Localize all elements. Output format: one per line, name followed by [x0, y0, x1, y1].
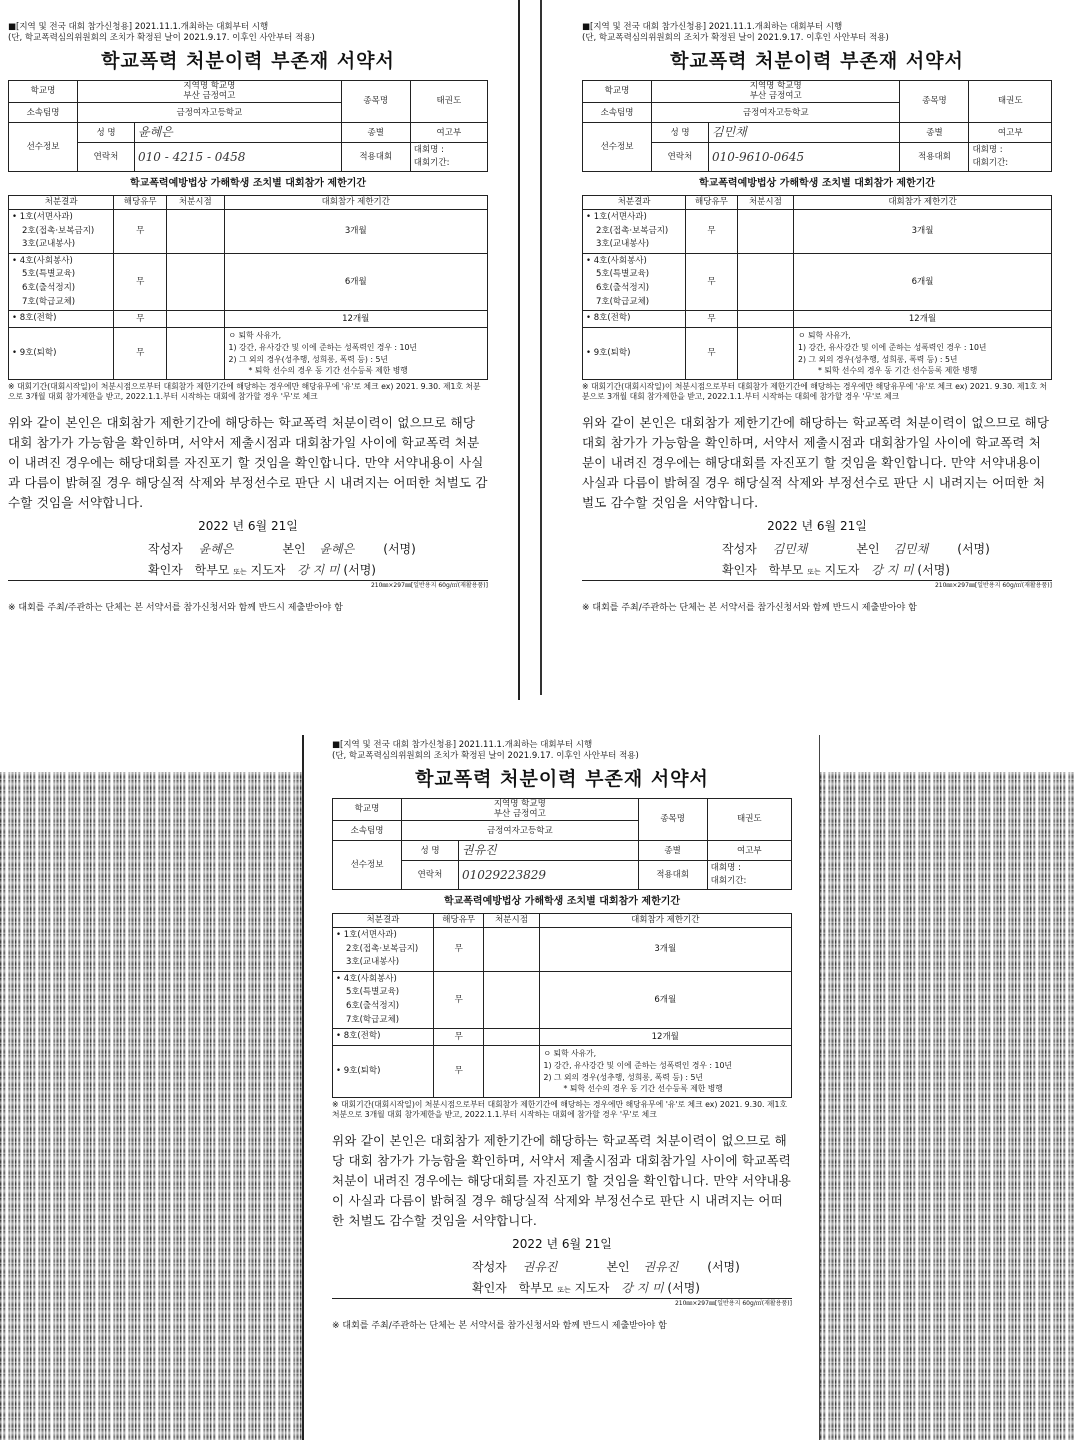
confirmer-row: [582, 563, 1052, 578]
team-label: 소속팀명: [333, 821, 402, 841]
player-info-table: [332, 798, 792, 890]
restriction-row: [583, 328, 1052, 380]
category-label: 종별: [900, 123, 969, 143]
tournament-period-label: 대회기간:: [972, 158, 1009, 169]
final-note: ※ 대회를 주최/주관하는 단체는 본 서약서를 참가신청서와 함께 반드시 제출받아야 함: [8, 603, 343, 614]
punishment-item: • 8호(전학): [586, 313, 631, 324]
coach-seal: (서명): [343, 562, 376, 577]
coach-sign: 강 지 미: [871, 562, 914, 577]
confirmer-label: 확인자: [472, 1280, 507, 1295]
self-sign: 윤혜은: [319, 541, 355, 556]
notice-line-1: ■[지역 및 전국 대회 참가신청용] 2021.11.1.개최하는 대회부터 시행: [582, 22, 843, 32]
restriction-period: 3개월: [794, 210, 1052, 254]
col-result: 처분결과: [583, 196, 686, 210]
applicable-value: 무: [686, 253, 738, 310]
or-label: 또는: [557, 1285, 571, 1294]
punishment-items: [9, 210, 114, 254]
applicable-value: 무: [686, 210, 738, 254]
restriction-table: [582, 195, 1052, 380]
player-name: 김민채: [709, 123, 900, 143]
punishment-item: 2호(접촉·보복금지): [22, 225, 95, 236]
punishment-item: 3호(교내봉사): [596, 239, 650, 250]
restriction-table: [8, 195, 488, 380]
or-label: 또는: [233, 567, 247, 576]
team-value: 금정여자고등학교: [402, 821, 639, 841]
col-period: 대회참가 제한기간: [794, 196, 1052, 210]
punishment-item: • 1호(서면사과): [336, 930, 397, 940]
punishment-time: [167, 210, 224, 254]
punishment-time: [737, 253, 793, 310]
punishment-time: [484, 928, 539, 972]
event-label: 종목명: [341, 80, 410, 123]
punishment-item: • 1호(서면사과): [586, 212, 647, 222]
self-seal: (서명): [707, 1259, 740, 1274]
school-label: 학교명: [333, 798, 402, 821]
restriction-row: [333, 1029, 792, 1046]
applicable-value: 무: [686, 311, 738, 328]
event-label: 종목명: [900, 80, 969, 123]
restriction-row: [333, 1046, 792, 1098]
self-sign: 권유진: [643, 1259, 679, 1274]
school-label: 학교명: [583, 80, 652, 103]
restriction-period: 6개월: [224, 253, 487, 310]
writer-row: [8, 542, 488, 557]
punishment-item: 3호(교내봉사): [346, 957, 400, 968]
document-3: [302, 735, 820, 1440]
player-info-label: 선수정보: [9, 123, 78, 172]
self-label: 본인: [606, 1259, 630, 1274]
team-label: 소속팀명: [583, 103, 652, 123]
school-value: 지역명 학교명 부산 금정여고: [78, 80, 342, 103]
applicable-value: 무: [114, 210, 167, 254]
punishment-time: [737, 328, 793, 380]
tournament-label: 적용대회: [638, 861, 707, 890]
footnote: ※ 대회기간(대회시작일)이 처분시점으로부터 대회참가 제한기간에 해당하는 경우에만 해당유무에 '유'로 체크 ex) 2021. 9.30. 제1호 처분으로 3개월 대회 참가제한을 받고, 2022.1.1.부터 시작하는 대회에 참가할 경우 '무'로 체크: [8, 381, 481, 402]
restriction-period: 12개월: [794, 311, 1052, 328]
punishment-item: 5호(특별교육): [596, 269, 650, 280]
school-label: 학교명: [9, 80, 78, 103]
expulsion-info-line: 2) 그 외의 경우(성추행, 성희롱, 폭력 등) : 5년: [543, 1072, 703, 1082]
name-label: 성 명: [652, 123, 709, 143]
punishment-item: 7호(학급교체): [346, 1014, 400, 1025]
tournament-name-label: 대회명 :: [710, 863, 741, 874]
restriction-table: [332, 913, 792, 1098]
team-value: 금정여자고등학교: [652, 103, 900, 123]
contact-label: 연락처: [78, 143, 135, 172]
paper-spec: 210㎜×297㎜[일반용지 60g/㎡(재활용품)]: [8, 580, 488, 590]
pledge-date: 2022 년 6월 21일: [198, 518, 298, 533]
footnote: ※ 대회기간(대회시작일)이 처분시점으로부터 대회참가 제한기간에 해당하는 경우에만 해당유무에 '유'로 체크 ex) 2021. 9.30. 제1호 처분으로 3개월 대회 참가제한을 받고, 2022.1.1.부터 시작하는 대회에 참가할 경우 '무'로 체크: [332, 1099, 788, 1120]
notice-line-1: ■[지역 및 전국 대회 참가신청용] 2021.11.1.개최하는 대회부터 시행: [332, 740, 593, 750]
contact-label: 연락처: [402, 861, 459, 890]
parent-label: 학부모: [194, 562, 230, 577]
tournament-label: 적용대회: [341, 143, 410, 172]
document-title: 학교폭력 처분이력 부존재 서약서: [101, 50, 395, 73]
punishment-item: • 4호(사회봉사): [12, 255, 73, 266]
tournament-value: [410, 143, 487, 172]
event-value: 태권도: [969, 80, 1052, 123]
expulsion-info: [224, 328, 487, 380]
coach-sign: 강 지 미: [621, 1280, 664, 1295]
contact-label: 연락처: [652, 143, 709, 172]
col-time: 처분시점: [484, 914, 539, 928]
notice-line-2: (단, 학교폭력심의위원회의 조치가 확정된 날이 2021.9.17. 이후인 사안부터 적용): [582, 33, 889, 44]
school-value: 지역명 학교명 부산 금정여고: [652, 80, 900, 103]
applicable-value: 무: [433, 971, 483, 1028]
category-label: 종별: [341, 123, 410, 143]
expulsion-info: [539, 1046, 791, 1098]
punishment-item: 5호(특별교육): [346, 987, 400, 998]
col-applicable: 해당유무: [686, 196, 738, 210]
document-title: 학교폭력 처분이력 부존재 서약서: [670, 50, 964, 73]
tournament-value: [707, 861, 791, 890]
punishment-time: [167, 311, 224, 328]
name-label: 성 명: [78, 123, 135, 143]
writer-label: 작성자: [472, 1259, 507, 1274]
restriction-row: [333, 971, 792, 1028]
parent-label: 학부모: [768, 562, 804, 577]
pledge-date: 2022 년 6월 21일: [767, 518, 867, 533]
expulsion-info-line: ㅇ 퇴학 사유가,: [543, 1049, 597, 1059]
notice-line-2: (단, 학교폭력심의위원회의 조치가 확정된 날이 2021.9.17. 이후인 사안부터 적용): [8, 33, 315, 44]
expulsion-info-line: ㅇ 퇴학 사유가,: [798, 331, 851, 341]
expulsion-info-line: * 퇴학 선수의 경우 동 기간 선수등록 제한 병행: [563, 1084, 723, 1094]
writer-sign: 권유진: [522, 1259, 558, 1274]
col-period: 대회참가 제한기간: [224, 196, 487, 210]
restriction-row: [9, 328, 488, 380]
punishment-items: [333, 1029, 434, 1046]
tournament-value: [969, 143, 1052, 172]
coach-seal: (서명): [917, 562, 950, 577]
expulsion-info-line: 1) 강간, 유사강간 및 이에 준하는 성폭력인 경우 : 10년: [228, 342, 417, 352]
punishment-time: [737, 210, 793, 254]
punishment-items: [9, 311, 114, 328]
self-label: 본인: [282, 541, 306, 556]
paper-spec: 210㎜×297㎜[일반용지 60g/㎡(재활용품)]: [332, 1298, 792, 1308]
punishment-item: • 1호(서면사과): [12, 212, 73, 222]
notice-line-2: (단, 학교폭력심의위원회의 조치가 확정된 날이 2021.9.17. 이후인 사안부터 적용): [332, 751, 639, 762]
restriction-period: 6개월: [539, 971, 791, 1028]
punishment-item: 3호(교내봉사): [22, 239, 76, 250]
applicable-value: 무: [686, 328, 738, 380]
player-info-table: [582, 80, 1052, 172]
punishment-item: 2호(접촉·보복금지): [346, 943, 419, 954]
final-note: ※ 대회를 주최/주관하는 단체는 본 서약서를 참가신청서와 함께 반드시 제출받아야 함: [582, 603, 917, 614]
expulsion-info-line: 1) 강간, 유사강간 및 이에 준하는 성폭력인 경우 : 10년: [798, 342, 987, 352]
team-value: 금정여자고등학교: [78, 103, 342, 123]
restriction-row: [583, 253, 1052, 310]
self-seal: (서명): [957, 541, 990, 556]
punishment-item: • 9호(퇴학): [12, 347, 57, 358]
writer-row: [582, 542, 1052, 557]
expulsion-info: [794, 328, 1052, 380]
coach-label: 지도자: [574, 1280, 610, 1295]
final-note: ※ 대회를 주최/주관하는 단체는 본 서약서를 참가신청서와 함께 반드시 제출받아야 함: [332, 1321, 667, 1332]
document-title: 학교폭력 처분이력 부존재 서약서: [415, 768, 709, 791]
pledge-text: 위와 같이 본인은 대회참가 제한기간에 해당하는 학교폭력 처분이력이 없으므로 해당 대회 참가가 가능함을 확인하며, 서약서 제출시점과 대회참가일 사이에 학교폭력 처분이 내려진 경우에는 해당대회를 자진포기 할 것임을 확인합니다. 만약 서약내용이 사실과 다름이 밝혀질 경우 해당실적 삭제와 부정선수로 판단 시 내려지는 어떠한 처벌도 감수할 것임을 서약합니다.: [8, 414, 488, 510]
notice-line-1: ■[지역 및 전국 대회 참가신청용] 2021.11.1.개최하는 대회부터 시행: [8, 22, 269, 32]
col-applicable: 해당유무: [114, 196, 167, 210]
name-label: 성 명: [402, 841, 459, 861]
event-value: 태권도: [410, 80, 487, 123]
wood-background-right: [820, 772, 1074, 1440]
parent-label: 학부모: [518, 1280, 554, 1295]
writer-sign: 윤혜은: [198, 541, 234, 556]
restriction-row: [583, 311, 1052, 328]
restriction-row: [9, 311, 488, 328]
category-value: 여고부: [969, 123, 1052, 143]
contact-value: 01029223829: [459, 861, 639, 890]
event-value: 태권도: [707, 798, 791, 841]
punishment-items: [9, 253, 114, 310]
or-label: 또는: [807, 567, 821, 576]
restriction-period: 12개월: [224, 311, 487, 328]
tournament-name-label: 대회명 :: [413, 145, 444, 156]
applicable-value: 무: [433, 928, 483, 972]
expulsion-info-line: 2) 그 외의 경우(성추행, 성희롱, 폭력 등) : 5년: [228, 354, 388, 364]
contact-value: 010-9610-0645: [709, 143, 900, 172]
confirmer-label: 확인자: [148, 562, 183, 577]
confirmer-row: [8, 563, 488, 578]
document-1: [0, 0, 520, 700]
col-applicable: 해당유무: [433, 914, 483, 928]
restriction-row: [9, 253, 488, 310]
school-value: 지역명 학교명 부산 금정여고: [402, 798, 639, 821]
restriction-row: [583, 210, 1052, 254]
player-name: 윤혜은: [135, 123, 342, 143]
col-time: 처분시점: [167, 196, 224, 210]
writer-sign: 김민채: [772, 541, 808, 556]
wood-background-left: [0, 772, 302, 1440]
tournament-name-label: 대회명 :: [972, 145, 1003, 156]
punishment-item: • 9호(퇴학): [586, 347, 631, 358]
category-value: 여고부: [707, 841, 791, 861]
contact-value: 010 - 4215 - 0458: [135, 143, 342, 172]
punishment-time: [484, 1046, 539, 1098]
restriction-subtitle: 학교폭력예방법상 가해학생 조치별 대회참가 제한기간: [698, 177, 936, 189]
category-value: 여고부: [410, 123, 487, 143]
punishment-item: 6호(출석정지): [22, 282, 76, 293]
punishment-items: [583, 328, 686, 380]
expulsion-info-line: * 퇴학 선수의 경우 동 기간 선수등록 제한 병행: [248, 366, 408, 376]
coach-label: 지도자: [824, 562, 860, 577]
punishment-item: 7호(학급교체): [596, 296, 650, 307]
punishment-items: [583, 210, 686, 254]
punishment-items: [333, 928, 434, 972]
restriction-subtitle: 학교폭력예방법상 가해학생 조치별 대회참가 제한기간: [443, 895, 681, 907]
self-sign: 김민채: [893, 541, 929, 556]
coach-seal: (서명): [667, 1280, 700, 1295]
restriction-period: 6개월: [794, 253, 1052, 310]
pledge-text: 위와 같이 본인은 대회참가 제한기간에 해당하는 학교폭력 처분이력이 없으므로 해당 대회 참가가 가능함을 확인하며, 서약서 제출시점과 대회참가일 사이에 학교폭력 처분이 내려진 경우에는 해당대회를 자진포기 할 것임을 확인합니다. 만약 서약내용이 사실과 다름이 밝혀질 경우 해당실적 삭제와 부정선수로 판단 시 내려지는 어떠한 처벌도 감수할 것임을 서약합니다.: [582, 414, 1050, 510]
category-label: 종별: [638, 841, 707, 861]
punishment-time: [484, 1029, 539, 1046]
player-info-table: [8, 80, 488, 172]
restriction-subtitle: 학교폭력예방법상 가해학생 조치별 대회참가 제한기간: [129, 177, 367, 189]
writer-label: 작성자: [148, 541, 183, 556]
punishment-item: • 4호(사회봉사): [336, 973, 397, 984]
punishment-items: [583, 311, 686, 328]
pledge-date: 2022 년 6월 21일: [512, 1236, 612, 1251]
applicable-value: 무: [433, 1046, 483, 1098]
expulsion-info-line: * 퇴학 선수의 경우 동 기간 선수등록 제한 병행: [818, 366, 978, 376]
col-period: 대회참가 제한기간: [539, 914, 791, 928]
coach-sign: 강 지 미: [297, 562, 340, 577]
self-label: 본인: [856, 541, 880, 556]
restriction-row: [9, 210, 488, 254]
expulsion-info-line: ㅇ 퇴학 사유가,: [228, 331, 282, 341]
self-seal: (서명): [383, 541, 416, 556]
punishment-items: [333, 1046, 434, 1098]
punishment-item: 2호(접촉·보복금지): [596, 225, 669, 236]
tournament-label: 적용대회: [900, 143, 969, 172]
punishment-item: • 9호(퇴학): [336, 1065, 381, 1076]
punishment-item: 5호(특별교육): [22, 269, 76, 280]
punishment-item: • 4호(사회봉사): [586, 255, 647, 266]
restriction-period: 3개월: [539, 928, 791, 972]
punishment-items: [9, 328, 114, 380]
document-2: [540, 0, 1074, 695]
footnote: ※ 대회기간(대회시작일)이 처분시점으로부터 대회참가 제한기간에 해당하는 경우에만 해당유무에 '유'로 체크 ex) 2021. 9.30. 제1호 처분으로 3개월 대회 참가제한을 받고, 2022.1.1.부터 시작하는 대회에 참가할 경우 '무'로 체크: [582, 381, 1048, 402]
team-label: 소속팀명: [9, 103, 78, 123]
restriction-period: 12개월: [539, 1029, 791, 1046]
punishment-item: 7호(학급교체): [22, 296, 76, 307]
tournament-period-label: 대회기간:: [413, 158, 450, 169]
expulsion-info-line: 1) 강간, 유사강간 및 이에 준하는 성폭력인 경우 : 10년: [543, 1060, 732, 1070]
paper-spec: 210㎜×297㎜[일반용지 60g/㎡(재활용품)]: [582, 580, 1052, 590]
punishment-item: • 8호(전학): [12, 313, 57, 324]
player-name: 권유진: [459, 841, 639, 861]
applicable-value: 무: [433, 1029, 483, 1046]
coach-label: 지도자: [250, 562, 286, 577]
restriction-row: [333, 928, 792, 972]
punishment-time: [484, 971, 539, 1028]
applicable-value: 무: [114, 328, 167, 380]
restriction-period: 3개월: [224, 210, 487, 254]
punishment-time: [167, 328, 224, 380]
pledge-text: 위와 같이 본인은 대회참가 제한기간에 해당하는 학교폭력 처분이력이 없으므로 해당 대회 참가가 가능함을 확인하며, 서약서 제출시점과 대회참가일 사이에 학교폭력 처분이 내려진 경우에는 해당대회를 자진포기 할 것임을 확인합니다. 만약 서약내용이 사실과 다름이 밝혀질 경우 해당실적 삭제와 부정선수로 판단 시 내려지는 어떠한 처벌도 감수할 것임을 서약합니다.: [332, 1132, 792, 1228]
tournament-period-label: 대회기간:: [710, 876, 747, 887]
punishment-items: [333, 971, 434, 1028]
player-info-label: 선수정보: [583, 123, 652, 172]
event-label: 종목명: [638, 798, 707, 841]
col-time: 처분시점: [737, 196, 793, 210]
col-result: 처분결과: [9, 196, 114, 210]
punishment-item: 6호(출석정지): [596, 282, 650, 293]
writer-row: [332, 1260, 792, 1275]
col-result: 처분결과: [333, 914, 434, 928]
applicable-value: 무: [114, 311, 167, 328]
player-info-label: 선수정보: [333, 841, 402, 890]
applicable-value: 무: [114, 253, 167, 310]
punishment-item: 6호(출석정지): [346, 1000, 400, 1011]
punishment-time: [167, 253, 224, 310]
punishment-item: • 8호(전학): [336, 1031, 381, 1042]
writer-label: 작성자: [722, 541, 757, 556]
punishment-time: [737, 311, 793, 328]
confirmer-row: [332, 1281, 792, 1296]
punishment-items: [583, 253, 686, 310]
expulsion-info-line: 2) 그 외의 경우(성추행, 성희롱, 폭력 등) : 5년: [798, 354, 958, 364]
confirmer-label: 확인자: [722, 562, 757, 577]
